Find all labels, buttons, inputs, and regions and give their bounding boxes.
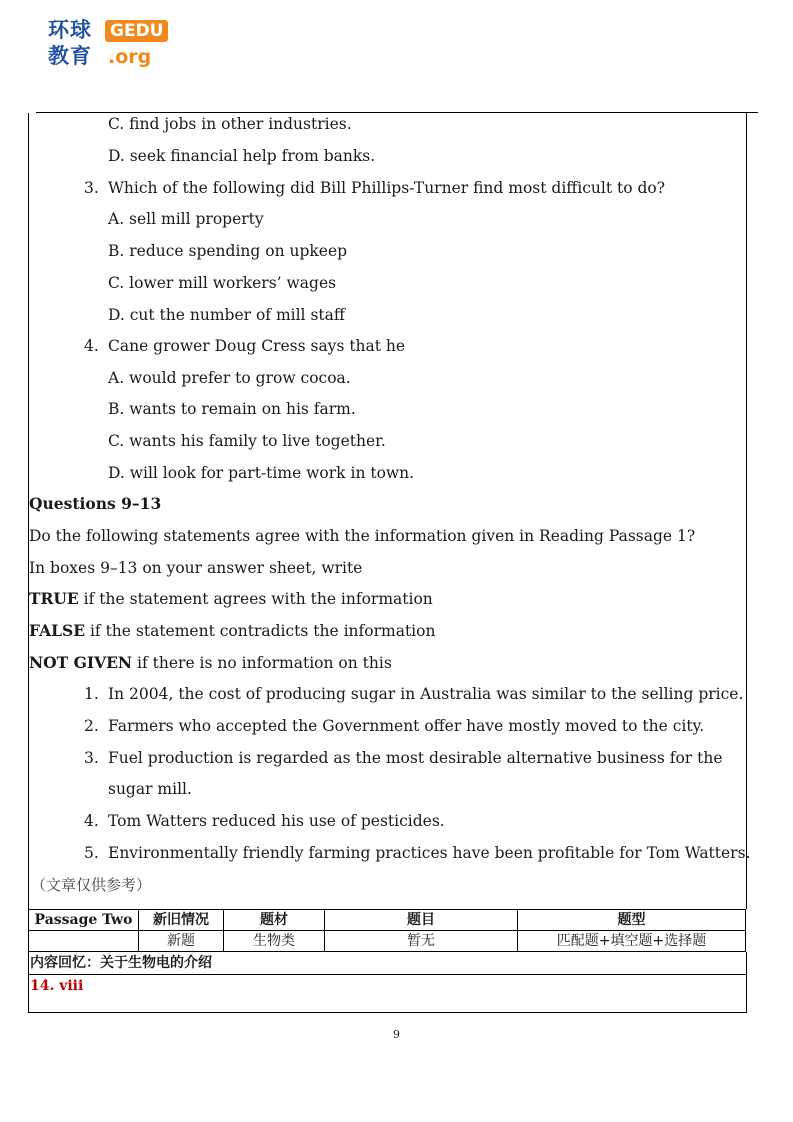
table-header-cell: 题材 <box>224 910 325 931</box>
not-given-label: NOT GIVEN <box>29 653 133 672</box>
recall-box <box>28 952 747 1013</box>
option-a: A. would prefer to grow cocoa. <box>108 369 351 387</box>
option-a: A. sell mill property <box>108 210 264 228</box>
instruction-line: In boxes 9–13 on your answer sheet, write <box>29 559 363 577</box>
table-cell: 暂无 <box>325 931 518 952</box>
table-header-row <box>29 910 746 931</box>
option-d: D. cut the number of mill staff <box>108 306 345 324</box>
statement-text: Fuel production is regarded as the most desirable alternative business for the <box>108 749 723 767</box>
true-label: TRUE <box>29 589 79 608</box>
statement-text: Tom Watters reduced his use of pesticides. <box>108 812 445 830</box>
statement-number: 2. <box>84 717 99 735</box>
statement-number: 1. <box>84 685 99 703</box>
question-text: Cane grower Doug Cress says that he <box>108 337 406 355</box>
false-text: if the statement contradicts the information <box>85 622 436 640</box>
reference-note: （文章仅供参考） <box>31 876 152 894</box>
question-number: 4. <box>84 337 99 355</box>
true-text: if the statement agrees with the information <box>78 590 433 608</box>
option-b: B. wants to remain on his farm. <box>108 400 356 418</box>
instruction-line: Do the following statements agree with the information given in Reading Passage 1? <box>29 527 696 545</box>
question-number: 3. <box>84 179 99 197</box>
not-given-text: if there is no information on this <box>132 654 392 672</box>
true-definition <box>29 589 433 609</box>
false-label: FALSE <box>29 621 86 640</box>
statement-text: Environmentally friendly farming practices have been profitable for Tom Watters. <box>108 844 751 862</box>
option-d: D. will look for part-time work in town. <box>108 464 415 482</box>
table-row <box>29 931 746 952</box>
option-c: C. lower mill workers’ wages <box>108 274 337 292</box>
q8-option-c: C. find jobs in other industries. <box>108 115 352 133</box>
table-cell: 生物类 <box>224 931 325 952</box>
false-definition <box>29 621 435 641</box>
statement-text: In 2004, the cost of producing sugar in Australia was similar to the selling price. <box>108 685 744 703</box>
q8-option-d: D. seek financial help from banks. <box>108 147 376 165</box>
table-cell: 匹配题+填空题+选择题 <box>518 931 746 952</box>
table-header-cell: 题目 <box>325 910 518 931</box>
table-header-cell: 新旧情况 <box>139 910 224 931</box>
passage-info-table <box>28 909 746 952</box>
logo-domain: .org <box>108 46 152 68</box>
page-number: 9 <box>393 1028 400 1041</box>
option-c: C. wants his family to live together. <box>108 432 386 450</box>
section-title: Questions 9–13 <box>29 494 162 513</box>
statement-text: Farmers who accepted the Government offer have mostly moved to the city. <box>108 717 705 735</box>
logo-cn-line1: 环球 <box>48 18 92 42</box>
table-header-cell: Passage Two <box>29 910 139 931</box>
option-b: B. reduce spending on upkeep <box>108 242 348 260</box>
statement-number: 3. <box>84 749 99 767</box>
table-header-cell: 题型 <box>518 910 746 931</box>
statement-number: 4. <box>84 812 99 830</box>
not-given-definition <box>29 653 392 673</box>
question-text: Which of the following did Bill Phillips-Turner find most difficult to do? <box>108 179 666 197</box>
gedu-logo <box>48 14 178 74</box>
content-recall: 内容回忆：关于生物电的介绍 <box>29 952 746 975</box>
logo-cn-line2: 教育 <box>48 44 92 68</box>
answer-line: 14. viii <box>30 978 84 994</box>
statement-number: 5. <box>84 844 99 862</box>
table-cell: 新题 <box>139 931 224 952</box>
table-cell <box>29 931 139 952</box>
statement-text-continued: sugar mill. <box>108 780 192 798</box>
logo-brand: GEDU <box>105 20 168 42</box>
